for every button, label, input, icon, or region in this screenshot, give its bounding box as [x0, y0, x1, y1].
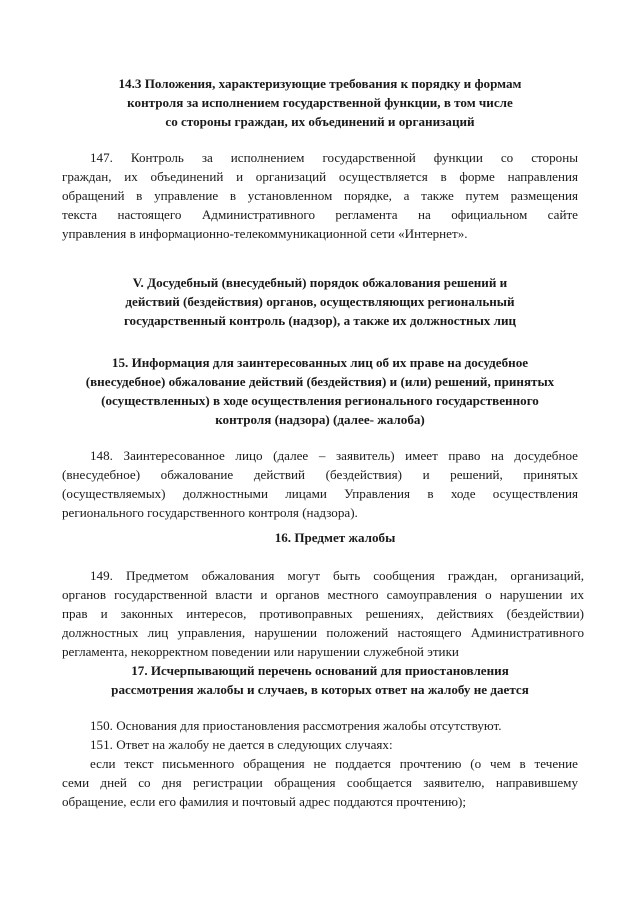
paragraph-147-line-1: 147. Контроль за исполнением государственной функции со стороны	[90, 150, 578, 165]
section-14-3-heading-line-1: 14.3 Положения, характеризующие требования к порядку и формам	[118, 76, 522, 91]
paragraph-148-line-1: 148. Заинтересованное лицо (далее – заявитель) имеет право на досудебное	[90, 448, 578, 463]
paragraph-148-line-4: регионального государственного контроля (надзора).	[62, 505, 358, 520]
section-16-heading: 16. Предмет жалобы	[274, 530, 396, 545]
paragraph-149-line-5: регламента, некорректном поведении или нарушении служебной этики	[62, 644, 459, 659]
paragraph-147-line-5: управления в информационно-телекоммуникационной сети «Интернет».	[62, 226, 468, 241]
section-v-heading-line-3: государственный контроль (надзор), а также их должностных лиц	[123, 313, 517, 328]
paragraph-151-item-1-line-1: если текст письменного обращения не поддается прочтению (о чем в течение	[90, 756, 578, 771]
paragraph-150: 150. Основания для приостановления рассмотрения жалобы отсутствуют.	[90, 718, 502, 733]
section-v-heading-line-2: действий (бездействия) органов, осуществляющих региональный	[125, 294, 515, 309]
section-15-heading-line-2: (внесудебное) обжалование действий (бездействия) и (или) решений, принятых	[85, 374, 555, 389]
section-15-heading-line-4: контроля (надзора) (далее- жалоба)	[215, 412, 425, 427]
paragraph-149-line-1: 149. Предметом обжалования могут быть сообщения граждан, организаций,	[90, 568, 584, 583]
section-17-heading-line-2: рассмотрения жалобы и случаев, в которых ответ на жалобу не дается	[111, 682, 529, 697]
section-15-heading-line-3: (осуществленных) в ходе осуществления регионального государственного	[101, 393, 539, 408]
paragraph-148-line-3: (осуществляемых) должностными лицами Управления в ходе осуществления	[62, 486, 578, 501]
section-14-3-heading-line-2: контроля за исполнением государственной функции, в том числе	[127, 95, 513, 110]
section-v-heading-line-1: V. Досудебный (внесудебный) порядок обжалования решений и	[132, 275, 508, 290]
paragraph-151: 151. Ответ на жалобу не дается в следующих случаях:	[90, 737, 393, 752]
section-15-heading-line-1: 15. Информация для заинтересованных лиц об их праве на досудебное	[111, 355, 529, 370]
paragraph-148-line-2: (внесудебное) обжалование действий (бездействия) и решений, принятых	[62, 467, 578, 482]
section-14-3-heading-line-3: со стороны граждан, их объединений и организаций	[165, 114, 475, 129]
paragraph-151-item-1-line-2: семи дней со дня регистрации обращения сообщается заявителю, направившему	[62, 775, 578, 790]
paragraph-149-line-4: должностных лиц управления, нарушении положений настоящего Административного	[62, 625, 584, 640]
paragraph-149-line-3: прав и законных интересов, противоправных решениях, действиях (бездействии)	[62, 606, 584, 621]
paragraph-147-line-3: обращений в управление в установленном порядке, а также путем размещения	[62, 188, 578, 203]
paragraph-149-line-2: органов государственной власти и органов местного самоуправления о нарушении их	[62, 587, 584, 602]
paragraph-147-line-2: граждан, их объединений и организаций осуществляется в форме направления	[62, 169, 578, 184]
section-17-heading-line-1: 17. Исчерпывающий перечень оснований для приостановления	[131, 663, 509, 678]
paragraph-151-item-1-line-3: обращение, если его фамилия и почтовый адрес поддаются прочтению);	[62, 794, 466, 809]
paragraph-147-line-4: текста настоящего Административного регламента на официальном сайте	[62, 207, 578, 222]
